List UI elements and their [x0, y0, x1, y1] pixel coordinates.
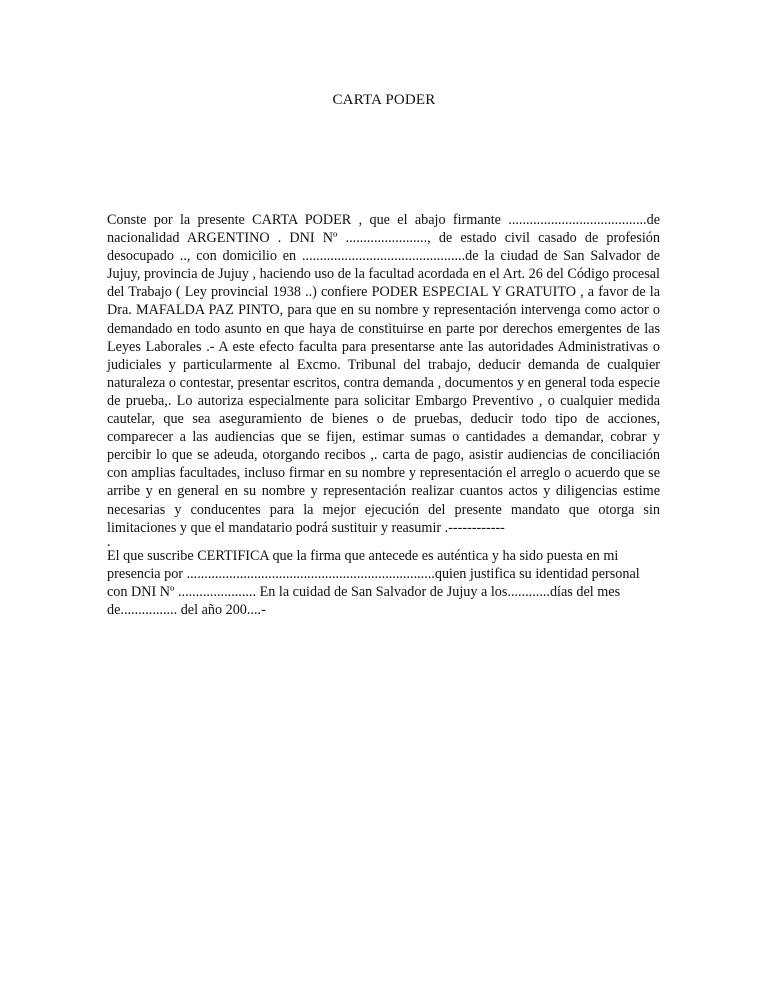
separator-mark: .: [107, 533, 111, 550]
certification-paragraph: El que suscribe CERTIFICA que la firma que antecede es auténtica y ha sido puesta en mi presencia por ......................................................................quien justifica su identidad personal con DNI Nº ...................... En la cuidad de San Salvador de Jujuy a los............días del mes de................ del año 200....-: [107, 547, 640, 618]
document-title: CARTA PODER: [332, 92, 436, 108]
power-of-attorney-paragraph: Conste por la presente CARTA PODER , que el abajo firmante .......................................de nacionalidad ARGENTINO . DNI Nº ......................., de estado civil casado de profesión desocupado .., con domicilio en ..............................................de la ciudad de San Salvador de Jujuy, provincia de Jujuy , haciendo uso de la facultad acordada en el Art. 26 del Código procesal del Trabajo ( Ley provincial 1938 ..) confiere PODER ESPECIAL Y GRATUITO , a favor de la Dra. MAFALDA PAZ PINTO, para que en su nombre y representación intervenga como actor o demandado en todo asunto en que haya de constituirse en parte por derechos emergentes de las Leyes Laborales .- A este efecto faculta para presentarse ante las autoridades Administrativas o judiciales y particularmente al Excmo. Tribunal del trabajo, deducir demanda de cualquier naturaleza o contestar, presentar escritos, contra demanda , documentos y en general toda especie de prueba,. Lo autoriza especialmente para solicitar Embargo Preventivo , o cualquier medida cautelar, que sea aseguramiento de bienes o de pruebas, deducir todo tipo de acciones, comparecer a las audiencias que se fijen, estimar sumas o cantidades a demandar, cobrar y percibir lo que se adeuda, otorgando recibos ,. carta de pago, asistir audiencias de conciliación con amplias facultades, incluso firmar en su nombre y representación el arreglo o acuerdo que se arribe y en general en su nombre y representación realizar cuantos actos y diligencias estime necesarias y conducentes para la mejor ejecución del presente mandato que otorga sin limitaciones y que el mandatario podrá sustituir y reasumir .------------: [107, 212, 660, 536]
document-body: [107, 211, 660, 619]
